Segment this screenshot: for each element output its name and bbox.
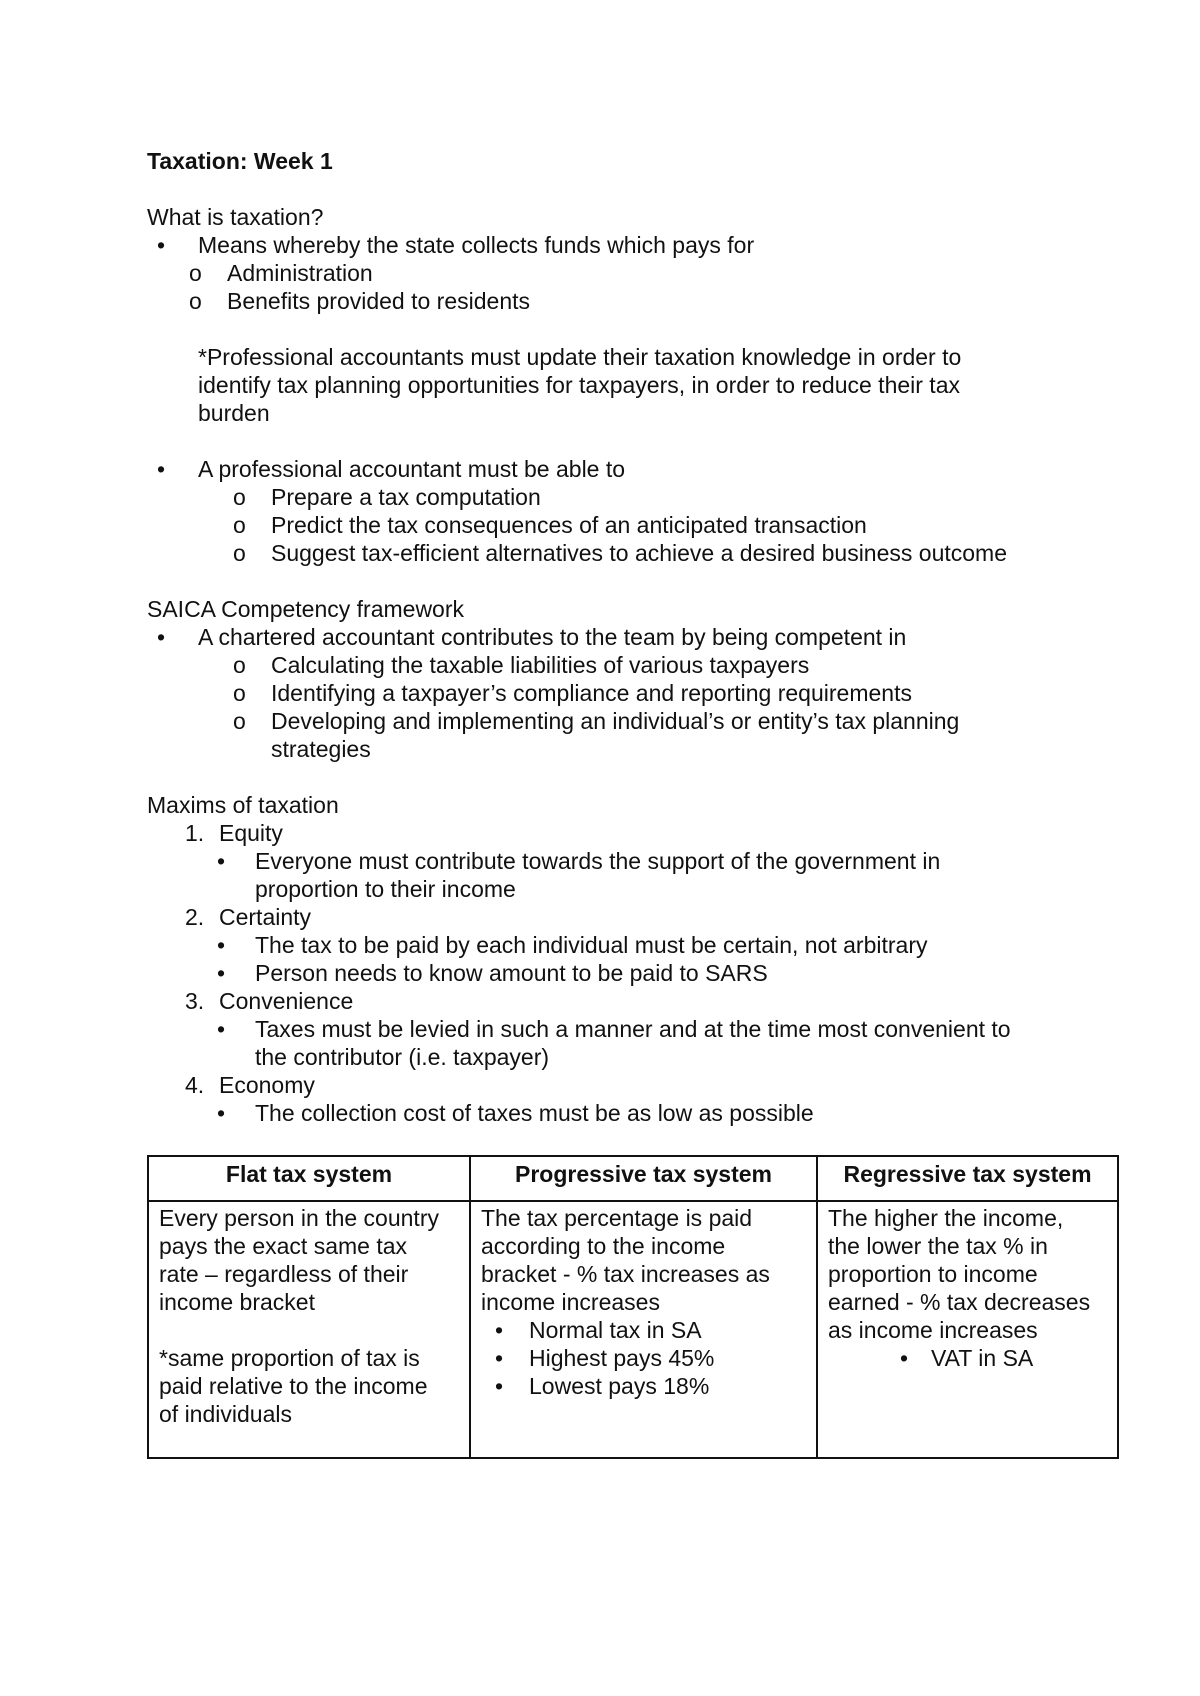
section-heading-maxims: Maxims of taxation xyxy=(147,792,339,818)
section-heading-what-is: What is taxation? xyxy=(147,204,324,230)
sub-list-item: o Suggest tax-efficient alternatives to achieve a desired business outcome xyxy=(147,539,1127,567)
header-flat: Flat tax system xyxy=(148,1156,470,1201)
sub-list-item: o Calculating the taxable liabilities of various taxpayers xyxy=(147,651,1127,679)
what-is-list xyxy=(147,231,1127,315)
table-header-row xyxy=(148,1156,1118,1201)
page-title: Taxation: Week 1 xyxy=(147,148,333,174)
cell-regressive: The higher the income, the lower the tax % in proportion to income earned - % tax decreases as income increases • VAT in SA xyxy=(817,1201,1118,1458)
sub-list-item: o Benefits provided to residents xyxy=(147,287,1127,315)
regressive-examples xyxy=(828,1344,1107,1372)
sub-list-item: o Predict the tax consequences of an anticipated transaction xyxy=(147,511,1127,539)
table-row xyxy=(148,1201,1118,1458)
list-item: • Normal tax in SA xyxy=(481,1316,806,1344)
professional-note: *Professional accountants must update their taxation knowledge in order to identify tax planning opportunities for taxpayers, in order to reduce their tax burden xyxy=(198,344,962,426)
list-item: • Lowest pays 18% xyxy=(481,1372,806,1400)
maxim-point: • Taxes must be levied in such a manner and at the time most convenient to the contributor (i.e. taxpayer) xyxy=(147,1015,1127,1071)
maxim-item: 3. Convenience xyxy=(185,988,354,1014)
list-item: • A professional accountant must be able to xyxy=(147,455,1127,483)
cell-progressive: The tax percentage is paid according to the income bracket - % tax increases as income increases • Normal tax in SA • Highest pays 45% • Lowest pays 18% xyxy=(470,1201,817,1458)
progressive-examples xyxy=(481,1316,806,1400)
maxims-list xyxy=(147,819,1127,1127)
cell-flat: Every person in the country pays the exact same tax rate – regardless of their income bracket *same proportion of tax is paid relative to the income of individuals xyxy=(148,1201,470,1458)
section-heading-saica: SAICA Competency framework xyxy=(147,596,465,622)
list-item: • Means whereby the state collects funds which pays for xyxy=(147,231,1127,259)
header-regressive: Regressive tax system xyxy=(817,1156,1118,1201)
maxim-point: • The collection cost of taxes must be as low as possible xyxy=(147,1099,1127,1127)
maxim-item: 1. Equity xyxy=(185,820,283,846)
sub-list-item: o Identifying a taxpayer’s compliance and reporting requirements xyxy=(147,679,1127,707)
maxim-point: • Person needs to know amount to be paid to SARS xyxy=(147,959,1127,987)
sub-list-item: o Developing and implementing an individual’s or entity’s tax planning strategies xyxy=(147,707,1127,763)
list-item: • VAT in SA xyxy=(828,1344,1107,1372)
maxim-item: 4. Economy xyxy=(185,1072,315,1098)
tax-systems-table xyxy=(147,1155,1119,1459)
document-body xyxy=(147,147,1127,1127)
saica-list xyxy=(147,623,1127,763)
sub-list-item: o Administration xyxy=(147,259,1127,287)
list-item: • Highest pays 45% xyxy=(481,1344,806,1372)
maxim-point: • Everyone must contribute towards the support of the government in proportion to their income xyxy=(147,847,1127,903)
list-item: • A chartered accountant contributes to the team by being competent in xyxy=(147,623,1127,651)
header-progressive: Progressive tax system xyxy=(470,1156,817,1201)
maxim-item: 2. Certainty xyxy=(185,904,312,930)
accountant-abilities-list xyxy=(147,455,1127,567)
sub-list-item: o Prepare a tax computation xyxy=(147,483,1127,511)
maxim-point: • The tax to be paid by each individual must be certain, not arbitrary xyxy=(147,931,1127,959)
